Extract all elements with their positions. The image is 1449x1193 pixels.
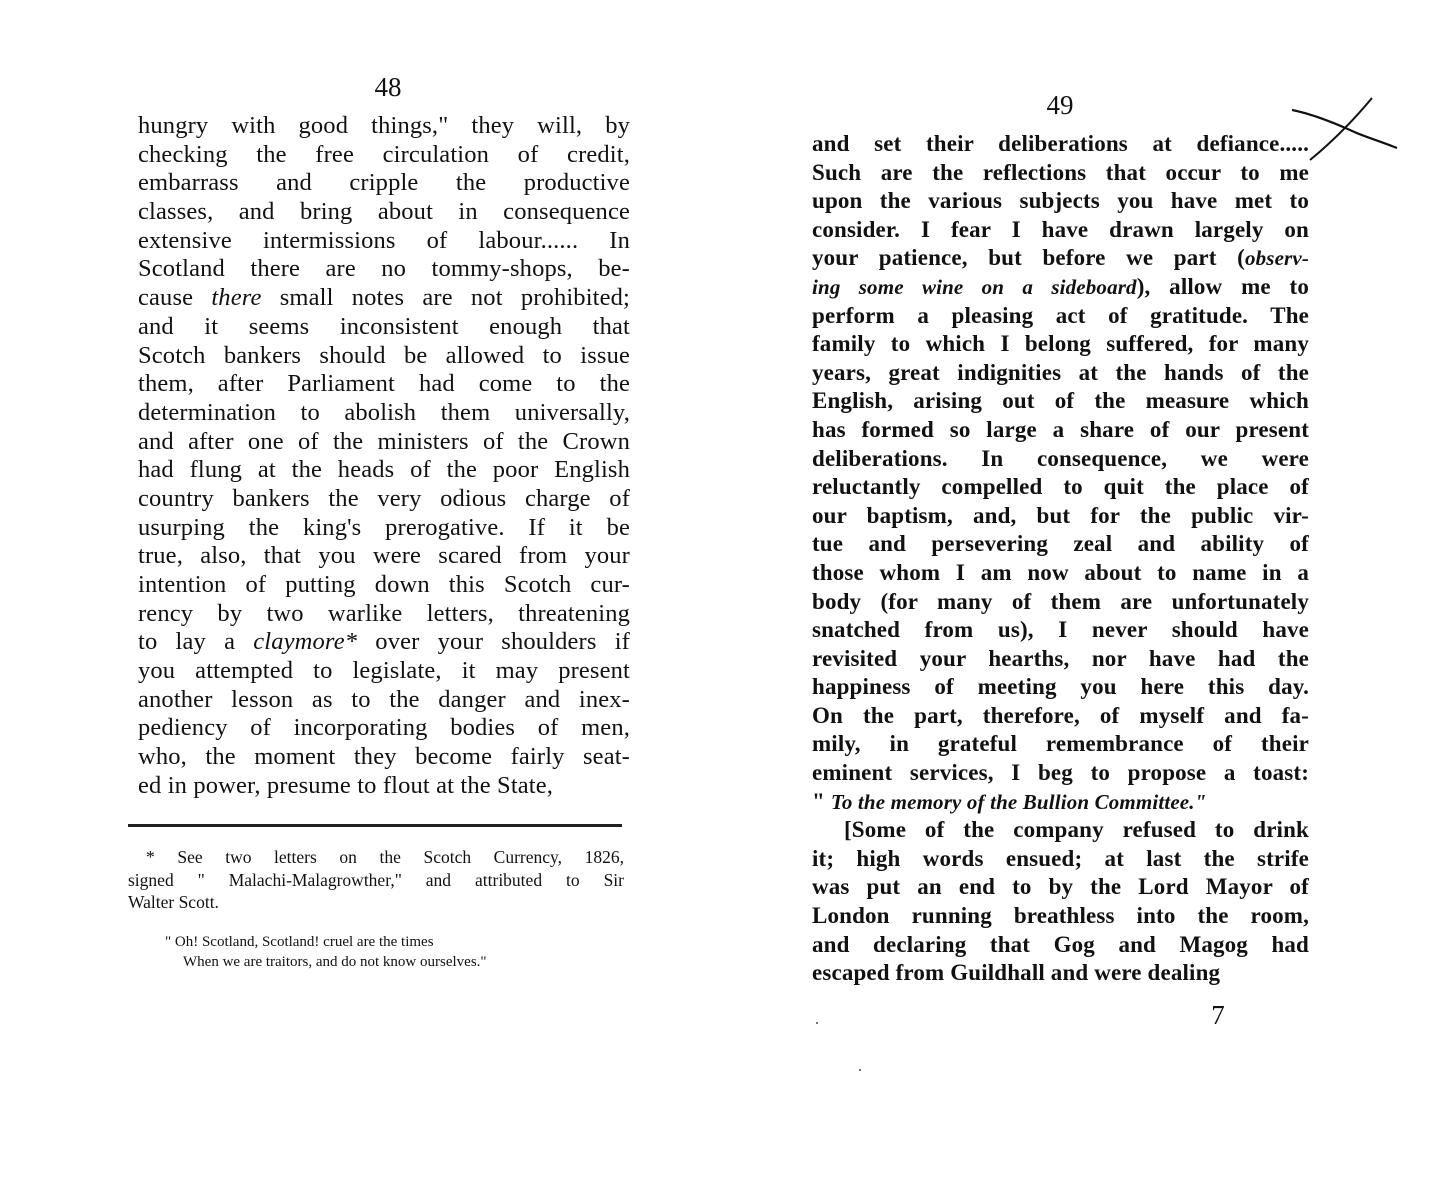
left-page-line: had flung at the heads of the poor English [138,456,630,484]
left-page-line: determination to abolish them universally, [138,398,630,426]
text-segment: ), allow me to [1136,273,1309,299]
right-page-line: upon the various subjects you have met to [812,188,1309,214]
right-page-line: [Some of the company refused to drink [844,817,1309,843]
left-page-line: Scotch bankers should be allowed to issue [138,341,630,369]
right-page-line: On the part, therefore, of myself and fa- [812,702,1309,728]
right-page-line [812,273,1309,302]
page-number-49: 49 [1046,90,1074,120]
right-page-line: eminent services, I beg to propose a toast: [812,760,1309,786]
italic-text: claymore* [253,628,358,656]
text-segment: small notes are not prohibited; [261,284,630,312]
footnote-line: Walter Scott. [128,892,219,912]
left-page-line: and after one of the ministers of the Crown [138,427,630,455]
right-page-line: London running breathless into the room, [812,903,1309,929]
right-page-line: Such are the reflections that occur to me [812,159,1309,185]
right-page-line: those whom I am now about to name in a [812,559,1309,585]
left-page-line: extensive intermissions of labour...... In [138,226,630,254]
right-page-line: our baptism, and, but for the public vir- [812,502,1309,528]
right-page-line: English, arising out of the measure which [812,388,1309,414]
speck [859,1069,861,1071]
quote-line: When we are traitors, and do not know ourselves." [183,954,487,970]
right-page [720,0,1449,1193]
right-page-body [812,130,1309,988]
left-page-line: true, also, that you were scared from your [138,542,630,570]
right-page-line: years, great indignities at the hands of the [812,359,1309,385]
left-page-line: who, the moment they become fairly seat- [138,743,630,771]
left-page-line: them, after Parliament had come to the [138,370,630,398]
left-page-line: pediency of incorporating bodies of men, [138,714,630,742]
left-page-line: classes, and bring about in consequence [138,198,630,226]
right-page-line [812,244,1309,273]
right-page-line: revisited your hearths, nor have had the [812,645,1309,671]
left-page-line [138,628,630,657]
footnote-line: * See two letters on the Scotch Currency, 1826, [146,847,624,867]
left-page-line: usurping the king's prerogative. If it be [138,513,630,541]
text-segment: to lay a [138,628,254,656]
speck [816,1022,818,1024]
text-segment: your patience, but before we part ( [812,245,1245,271]
left-page-line: embarrass and cripple the productive [138,169,630,197]
left-page-line: intention of putting down this Scotch cur- [138,571,630,598]
page-number-48: 48 [374,72,402,102]
text-segment: " [812,788,831,814]
left-page-line: and it seems inconsistent enough that [138,312,630,340]
right-page-line: snatched from us), I never should have [812,617,1309,643]
left-page [0,0,720,1193]
left-page-line: ed in power, presume to flout at the State, [138,771,554,799]
left-page-line: another lesson as to the danger and inex- [138,685,630,713]
italic-text: To the memory of the Bullion Committee." [830,789,1207,814]
signature-mark: 7 [1211,1000,1225,1030]
footnote-quote [165,932,585,972]
italic-text: ing some wine on a sideboard [812,274,1137,299]
left-page-line [138,284,630,313]
right-page-line: deliberations. In consequence, we were [812,445,1309,471]
right-page-line: escaped from Guildhall and were dealing [812,960,1221,986]
italic-text: observ- [1244,246,1309,271]
left-page-line: Scotland there are no tommy-shops, be- [138,255,630,283]
text-segment: over your shoulders if [357,628,630,656]
right-page-line: has formed so large a share of our present [812,416,1309,442]
quote-line: " Oh! Scotland, Scotland! cruel are the times [165,934,434,950]
right-page-line: it; high words ensued; at last the strife [812,845,1309,871]
footnote-rule [128,824,622,827]
left-page-line: rency by two warlike letters, threatening [138,599,630,627]
right-page-line: family to which I belong suffered, for many [812,331,1309,357]
right-page-line [812,788,1309,817]
left-page-line: you attempted to legislate, it may present [138,657,630,685]
italic-text: there [211,284,262,312]
left-page-line: country bankers the very odious charge of [138,484,630,512]
right-page-line: and declaring that Gog and Magog had [812,931,1309,957]
left-page-body [138,112,630,801]
right-page-line: body (for many of them are unfortunately [812,588,1309,614]
right-page-line: tue and persevering zeal and ability of [812,531,1309,557]
right-page-line: was put an end to by the Lord Mayor of [812,874,1309,900]
right-page-line: happiness of meeting you here this day. [812,674,1309,700]
right-page-line: mily, in grateful remembrance of their [812,731,1309,757]
right-page-line: consider. I fear I have drawn largely on [812,216,1309,242]
footnote-line: signed " Malachi-Malagrowther," and attributed to Sir [128,869,624,890]
right-page-line: perform a pleasing act of gratitude. The [812,302,1309,328]
footnote [128,846,624,914]
right-page-line: and set their deliberations at defiance..... [812,131,1309,156]
right-page-line: reluctantly compelled to quit the place of [812,474,1309,500]
left-page-line: checking the free circulation of credit, [138,140,630,168]
text-segment: cause [138,284,212,312]
left-page-line: hungry with good things," they will, by [138,112,630,139]
